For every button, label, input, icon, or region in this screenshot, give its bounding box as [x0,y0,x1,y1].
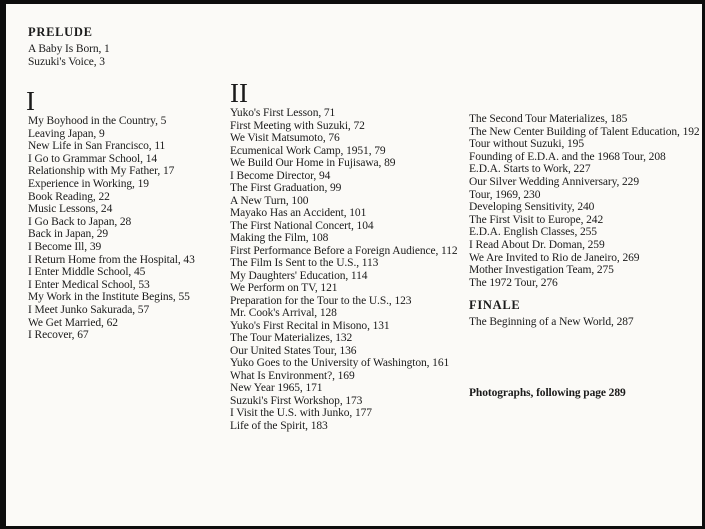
table-of-contents-page [6,4,702,526]
toc-entry: I Become Ill, 39 [28,240,102,253]
toc-entry: Life of the Spirit, 183 [230,419,328,432]
toc-entry: I Meet Junko Sakurada, 57 [28,303,150,316]
toc-entry: Yuko Goes to the University of Washington, 161 [230,357,450,369]
section-two-column [230,80,458,432]
toc-entry: The First Graduation, 99 [230,182,342,194]
finale-heading: FINALE [469,298,521,313]
toc-entry: Yuko's First Lesson, 71 [230,107,336,119]
toc-entry: First Meeting with Suzuki, 72 [230,119,365,132]
toc-entry: My Daughters' Education, 114 [230,269,368,282]
toc-entry: Book Reading, 22 [28,190,110,203]
toc-entry: I Visit the U.S. with Junko, 177 [230,407,372,419]
toc-entry: We Visit Matsumoto, 76 [230,132,340,144]
toc-entry: The Second Tour Materializes, 185 [469,113,628,125]
toc-entry: My Work in the Institute Begins, 55 [28,291,190,304]
toc-entry: The Film Is Sent to the U.S., 113 [230,257,379,269]
section-two-continued-entry-list [469,113,700,289]
toc-entry: Yuko's First Recital in Misono, 131 [230,319,390,332]
toc-entry: We Perform on TV, 121 [230,282,338,294]
toc-entry: I Enter Middle School, 45 [28,266,146,279]
toc-entry: Making the Film, 108 [230,232,329,244]
toc-entry: Our Silver Wedding Anniversary, 229 [469,175,639,188]
toc-entry: Tour, 1969, 230 [469,188,541,201]
toc-entry: Founding of E.D.A. and the 1968 Tour, 208 [469,150,666,163]
section-two-continued-column [469,113,700,399]
toc-entry: Suzuki's Voice, 3 [28,55,105,68]
section-one-column [26,88,195,342]
toc-entry: E.D.A. English Classes, 255 [469,226,597,239]
photographs-note: Photographs, following page 289 [469,386,626,399]
toc-entry: I Become Director, 94 [230,169,331,182]
prelude-section [28,26,110,68]
toc-entry: First Performance Before a Foreign Audience, 112 [230,244,458,257]
toc-entry: E.D.A. Starts to Work, 227 [469,163,591,176]
toc-entry: The 1972 Tour, 276 [469,276,558,289]
prelude-heading: PRELUDE [28,25,93,39]
toc-entry: A Baby Is Born, 1 [28,43,110,55]
toc-entry: Our United States Tour, 136 [230,344,357,357]
prelude-entry-list [28,43,110,68]
toc-entry: Relationship with My Father, 17 [28,165,175,178]
toc-entry: A New Turn, 100 [230,194,309,207]
toc-entry: Leaving Japan, 9 [28,127,105,140]
section-one-entry-list [28,115,195,342]
toc-entry: Preparation for the Tour to the U.S., 123 [230,294,412,307]
toc-entry: Developing Sensitivity, 240 [469,201,595,214]
toc-entry: The New Center Building of Talent Education, 192 [469,125,700,138]
toc-entry: We Get Married, 62 [28,316,118,329]
toc-entry: Music Lessons, 24 [28,203,113,216]
toc-entry: Mayako Has an Accident, 101 [230,207,367,219]
toc-entry: My Boyhood in the Country, 5 [28,115,167,127]
section-two-numeral: II [230,78,248,108]
toc-entry: We Are Invited to Rio de Janeiro, 269 [469,251,640,264]
toc-entry: The Tour Materializes, 132 [230,332,353,344]
toc-entry: New Year 1965, 171 [230,382,323,394]
toc-entry: I Recover, 67 [28,329,89,342]
toc-entry: Experience in Working, 19 [28,177,149,190]
finale-section [469,299,700,329]
toc-entry: I Return Home from the Hospital, 43 [28,253,195,266]
toc-entry: The First Visit to Europe, 242 [469,213,604,226]
toc-entry: Mother Investigation Team, 275 [469,264,614,277]
toc-entry: New Life in San Francisco, 11 [28,140,166,153]
section-one-numeral: I [26,86,35,116]
toc-entry: We Build Our Home in Fujisawa, 89 [230,157,396,169]
toc-entry: Tour without Suzuki, 195 [469,138,584,151]
toc-entry: Suzuki's First Workshop, 173 [230,394,363,407]
toc-entry: Ecumenical Work Camp, 1951, 79 [230,144,386,157]
finale-entry-list [469,316,700,329]
toc-entry: I Read About Dr. Doman, 259 [469,238,605,251]
toc-entry: I Go to Grammar School, 14 [28,152,157,165]
toc-entry: The First National Concert, 104 [230,219,374,232]
toc-entry: Back in Japan, 29 [28,228,109,241]
toc-entry: I Go Back to Japan, 28 [28,215,132,228]
section-two-entry-list [230,107,458,432]
toc-entry: The Beginning of a New World, 287 [469,316,634,329]
toc-entry: Mr. Cook's Arrival, 128 [230,307,337,319]
toc-entry: What Is Environment?, 169 [230,369,355,382]
toc-entry: I Enter Medical School, 53 [28,278,150,291]
